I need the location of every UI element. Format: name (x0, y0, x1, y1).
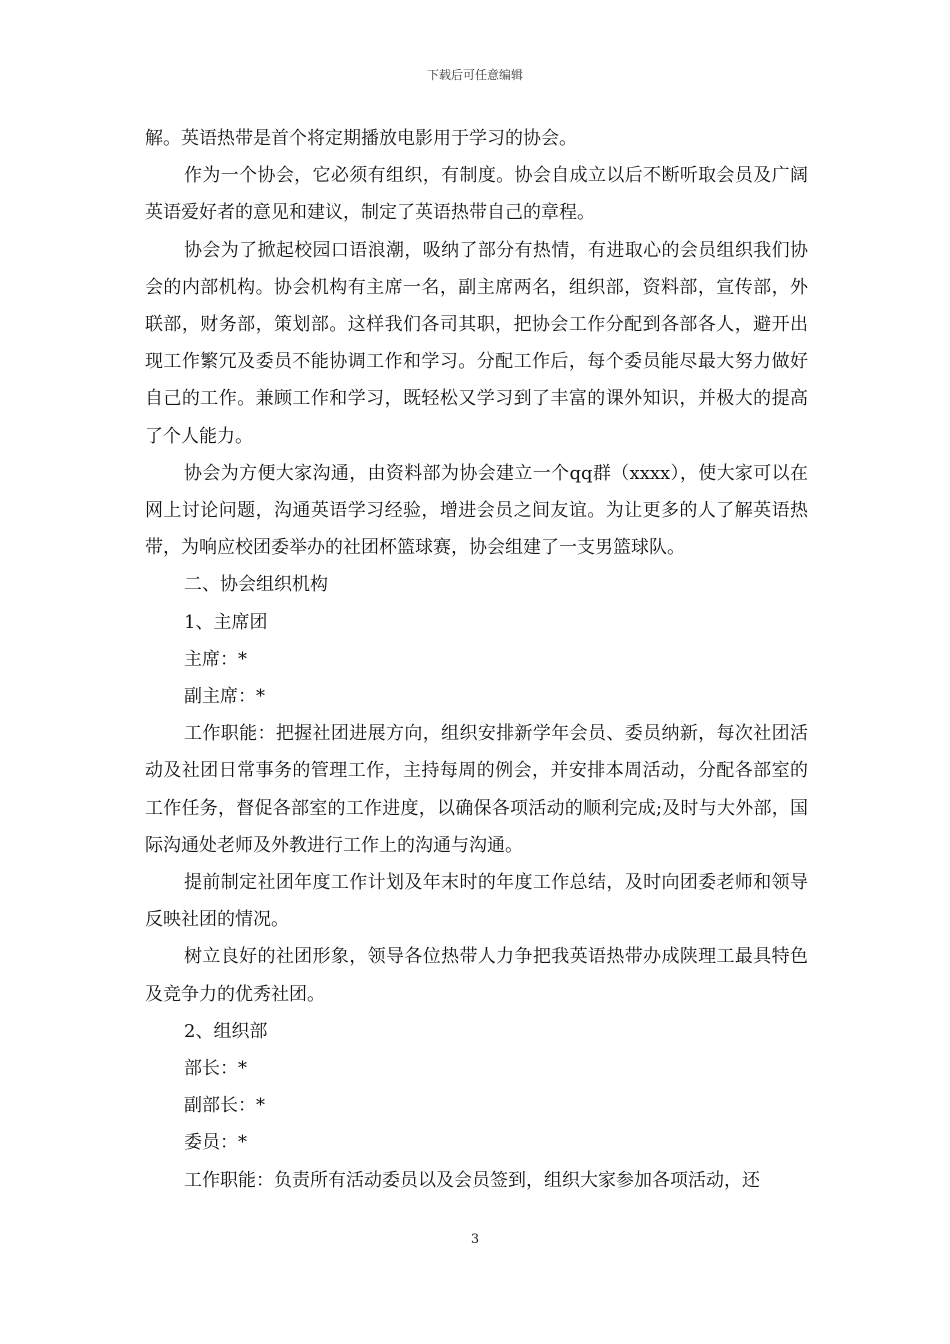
role-line: 副部长：* (184, 1095, 265, 1117)
role-line: 部长：* (184, 1058, 247, 1080)
paragraph: 解。英语热带是首个将定期播放电影用于学习的协会。 (145, 128, 577, 149)
subsection-heading: 2、组织部 (184, 1020, 268, 1042)
paragraph: 作为一个协会，它必须有组织，有制度。协会自成立以后不断听取会员及广阔英语爱好者的意见和建议，制定了英语热带自己的章程。 (145, 165, 808, 224)
paragraph: 提前制定社团年度工作计划及年末时的年度工作总结，及时向团委老师和领导反映社团的情况。 (145, 872, 808, 931)
subsection-heading: 1、主席团 (184, 611, 268, 633)
role-line: 委员：* (184, 1132, 247, 1154)
paragraph: 协会为方便大家沟通，由资料部为协会建立一个qq群（xxxx），使大家可以在网上讨论问题，沟通英语学习经验，增进会员之间友谊。为让更多的人了解英语热带，为响应校团委举办的社团杯篮球赛，协会组建了一支男篮球队。 (145, 462, 808, 559)
paragraph: 工作职能：把握社团进展方向，组织安排新学年会员、委员纳新，每次社团活动及社团日常事务的管理工作，主持每周的例会，并安排本周活动，分配各部室的工作任务，督促各部室的工作进度，以确保各项活动的顺利完成;及时与大外部，国际沟通处老师及外教进行工作上的沟通与沟通。 (145, 723, 808, 856)
paragraph: 工作职能：负责所有活动委员以及会员签到，组织大家参加各项活动，还 (184, 1169, 760, 1191)
role-line: 副主席：* (184, 686, 265, 708)
section-heading: 二、协会组织机构 (184, 574, 328, 596)
paragraph: 树立良好的社团形象，领导各位热带人力争把我英语热带办成陕理工最具特色及竞争力的优秀社团。 (145, 946, 808, 1005)
page-number: 3 (470, 1232, 480, 1247)
document-body (145, 120, 808, 1199)
page-header: 下载后可任意编辑 (426, 68, 523, 82)
role-line: 主席：* (184, 648, 247, 670)
paragraph: 协会为了掀起校园口语浪潮，吸纳了部分有热情，有进取心的会员组织我们协会的内部机构。协会机构有主席一名，副主席两名，组织部，资料部，宣传部，外联部，财务部，策划部。这样我们各司其职，把协会工作分配到各部各人，避开出现工作繁冗及委员不能协调工作和学习。分配工作后，每个委员能尽最大努力做好自己的工作。兼顾工作和学习，既轻松又学习到了丰富的课外知识，并极大的提高了个人能力。 (145, 239, 808, 447)
